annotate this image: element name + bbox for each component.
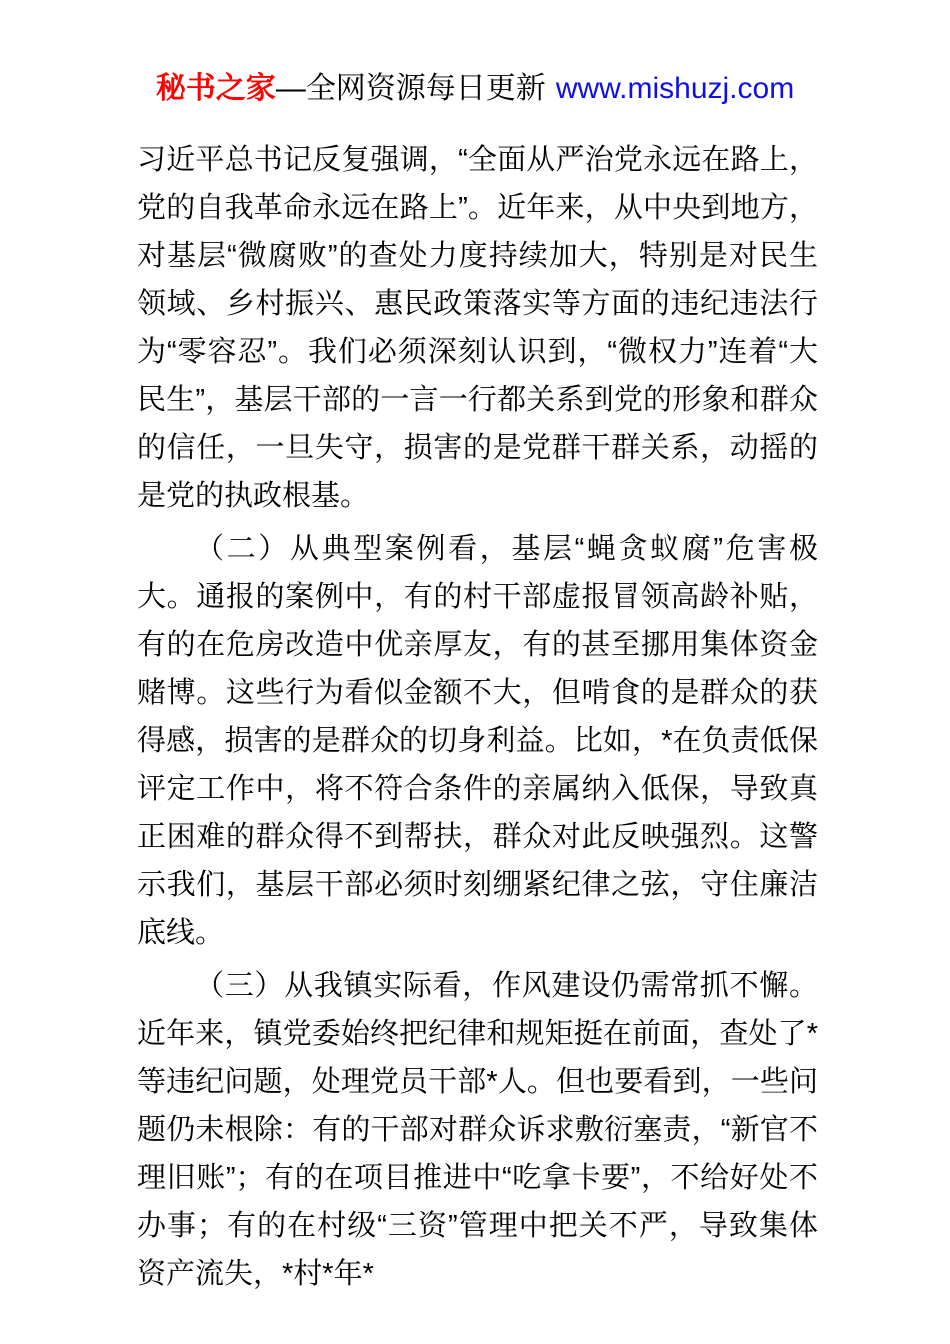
paragraph-continuation: 习近平总书记反复强调，“全面从严治党永远在路上，党的自我革命永远在路上”。近年来，从中央到地方，对基层“微腐败”的查处力度持续加大，特别是对民生领域、乡村振兴、惠民政策落实等方面的违纪违法行为“零容忍”。我们必须深刻认识到，“微权力”连着“大民生”，基层干部的一言一行都关系到党的形象和群众的信任，一旦失守，损害的是党群干群关系，动摇的是党的执政根基。 xyxy=(137,144,818,512)
site-tagline: 全网资源每日更新 xyxy=(305,72,546,105)
paragraph-section-three: （三）从我镇实际看，作风建设仍需常抓不懈。近年来，镇党委始终把纪律和规矩挺在前面，查处了*等违纪问题，处理党员干部*人。但也要看到，一些问题仍未根除：有的干部对群众诉求敷衍塞责，“新官不理旧账”；有的在项目推进中“吃拿卡要”，不给好处不办事；有的在村级“三资”管理中把关不严，导致集体资产流失，*村*年* xyxy=(137,970,818,1290)
header-dash: — xyxy=(275,72,306,105)
site-brand: 秘书之家 xyxy=(155,72,276,105)
document-body xyxy=(137,136,818,1298)
site-header xyxy=(0,0,950,110)
site-url-link[interactable]: www.mishuzj.com xyxy=(555,72,795,105)
paragraph-section-two: （二）从典型案例看，基层“蝇贪蚁腐”危害极大。通报的案例中，有的村干部虚报冒领高龄补贴，有的在危房改造中优亲厚友，有的甚至挪用集体资金赌博。这些行为看似金额不大，但啃食的是群众的获得感，损害的是群众的切身利益。比如，*在负责低保评定工作中，将不符合条件的亲属纳入低保，导致真正困难的群众得不到帮扶，群众对此反映强烈。这警示我们，基层干部必须时刻绷紧纪律之弦，守住廉洁底线。 xyxy=(137,533,818,949)
